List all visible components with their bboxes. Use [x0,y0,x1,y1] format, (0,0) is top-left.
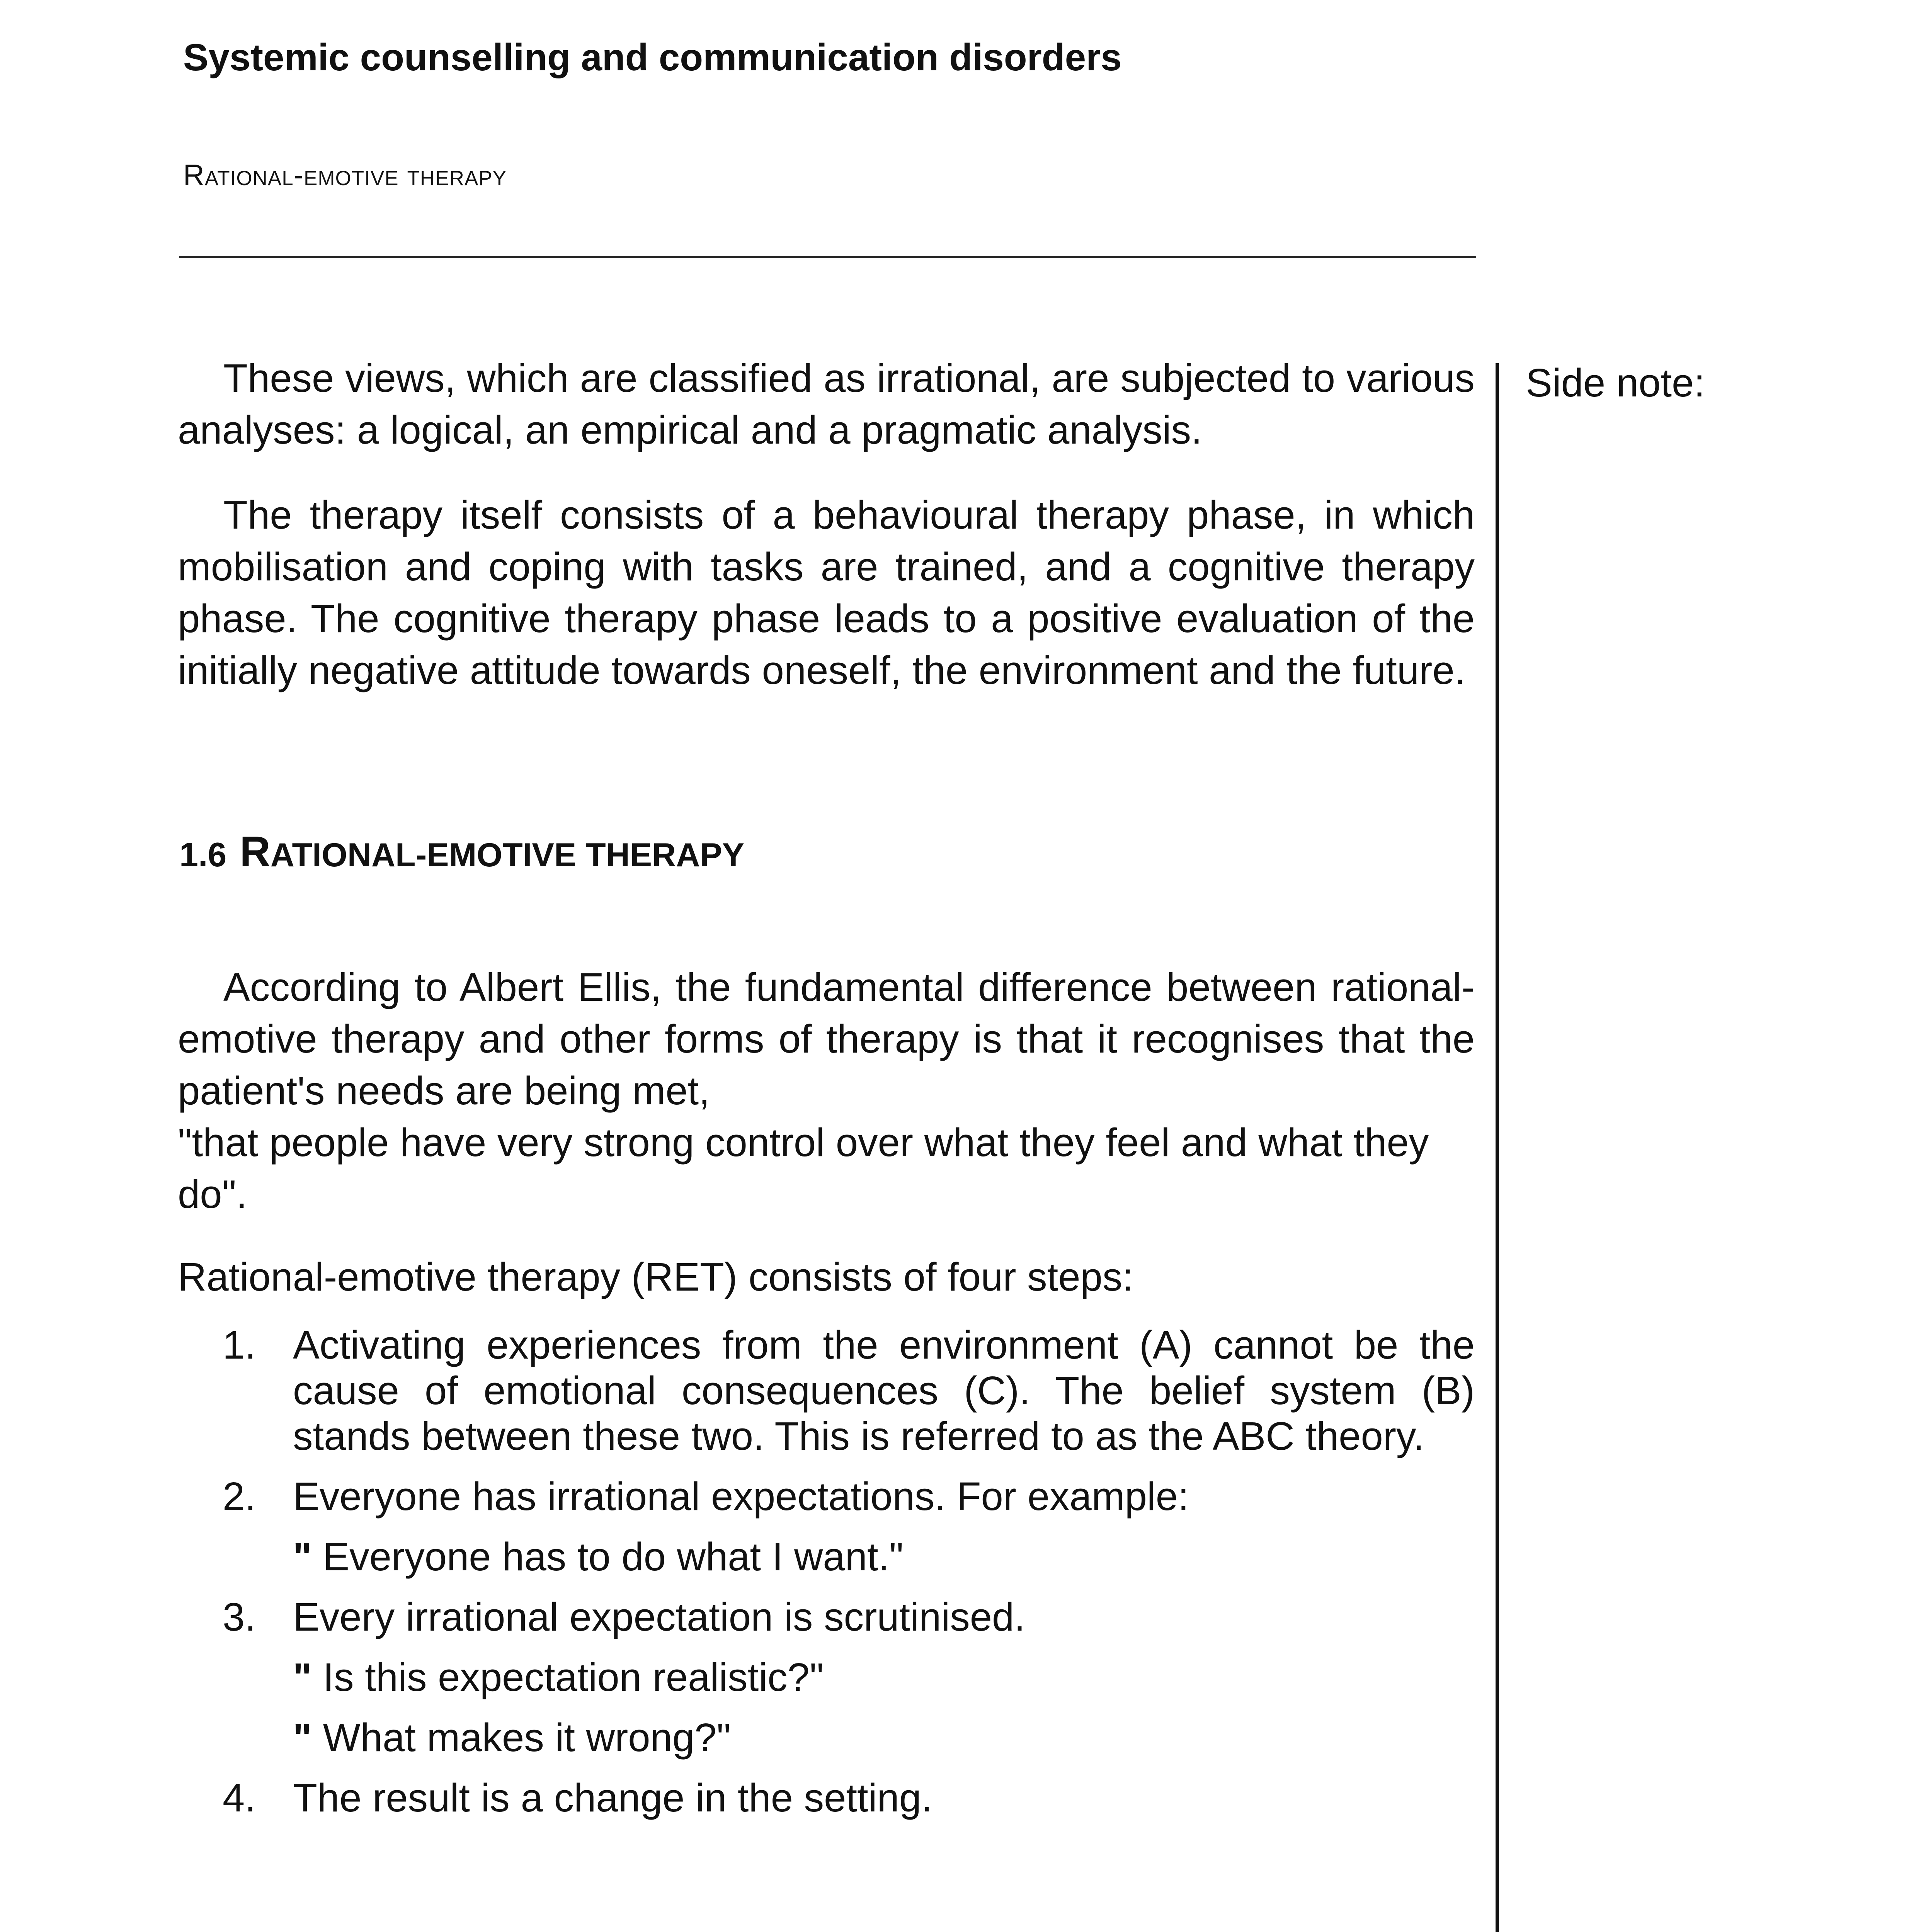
paragraph-irrational-views: These views, which are classified as irrational, are subjected to various analyses: a logical, an empirical and a pragmatic analysis. [178,356,1475,452]
list-item-text: Activating experiences from the environment (A) cannot be the cause of emotional consequences (C). The belief system (B) stands between these two. This is referred to as the ABC theory. [293,1323,1475,1458]
section-number: 1.6 [179,835,227,874]
list-item [178,1775,1475,1821]
list-item-number: 3. [223,1595,256,1639]
list-item-text: Everyone has irrational expectations. For example: [293,1474,1189,1519]
running-head [183,158,507,192]
running-head-rest: ational-emotive therapy [204,159,507,192]
quote-mark: " [293,1655,312,1699]
document-title: Systemic counselling and communication disorders [183,36,1122,78]
list-item-text: Every irrational expectation is scrutinised. [293,1595,1025,1639]
steps-list [178,1322,1475,1821]
list-item-number: 2. [223,1474,256,1519]
quote-line: "that people have very strong control over what they feel and what they [178,1120,1429,1165]
header-divider [179,256,1476,258]
section-title-rest: ATIONAL-EMOTIVE THERAPY [270,837,745,874]
list-item-number: 1. [223,1323,256,1367]
running-head-initial: R [183,159,205,192]
paragraph-therapy-phases: The therapy itself consists of a behavioural therapy phase, in which mobilisation and coping with tasks are trained, and a cognitive therapy phase. The cognitive therapy phase leads to a positive evaluation of the initially negative attitude towards oneself, the environment and the future. [178,493,1475,692]
steps-intro: Rational-emotive therapy (RET) consists of four steps: [178,1255,1133,1299]
margin-divider [1496,363,1499,1932]
paragraph-albert-ellis: According to Albert Ellis, the fundamental difference between rational-emotive therapy and other forms of therapy is that it recognises that the patient's needs are being met, [178,965,1475,1113]
example-quote [178,1715,1475,1760]
list-item [178,1594,1475,1640]
list-item [178,1474,1475,1519]
side-note-label: Side note: [1526,361,1705,405]
quote-mark: " [293,1534,312,1579]
quote-mark: " [293,1715,312,1760]
list-item-text: The result is a change in the setting. [293,1776,932,1820]
section-title-initial: R [240,828,271,876]
main-text-column [178,352,1475,1835]
list-item-number: 4. [223,1776,256,1820]
list-item [178,1322,1475,1459]
quote-line-end: do". [178,1172,247,1216]
example-quote [178,1534,1475,1580]
section-heading [179,827,1476,880]
example-text: Everyone has to do what I want." [311,1534,904,1579]
example-text: Is this expectation realistic?" [311,1655,824,1699]
example-quote [178,1655,1475,1700]
example-text: What makes it wrong?" [311,1715,731,1760]
